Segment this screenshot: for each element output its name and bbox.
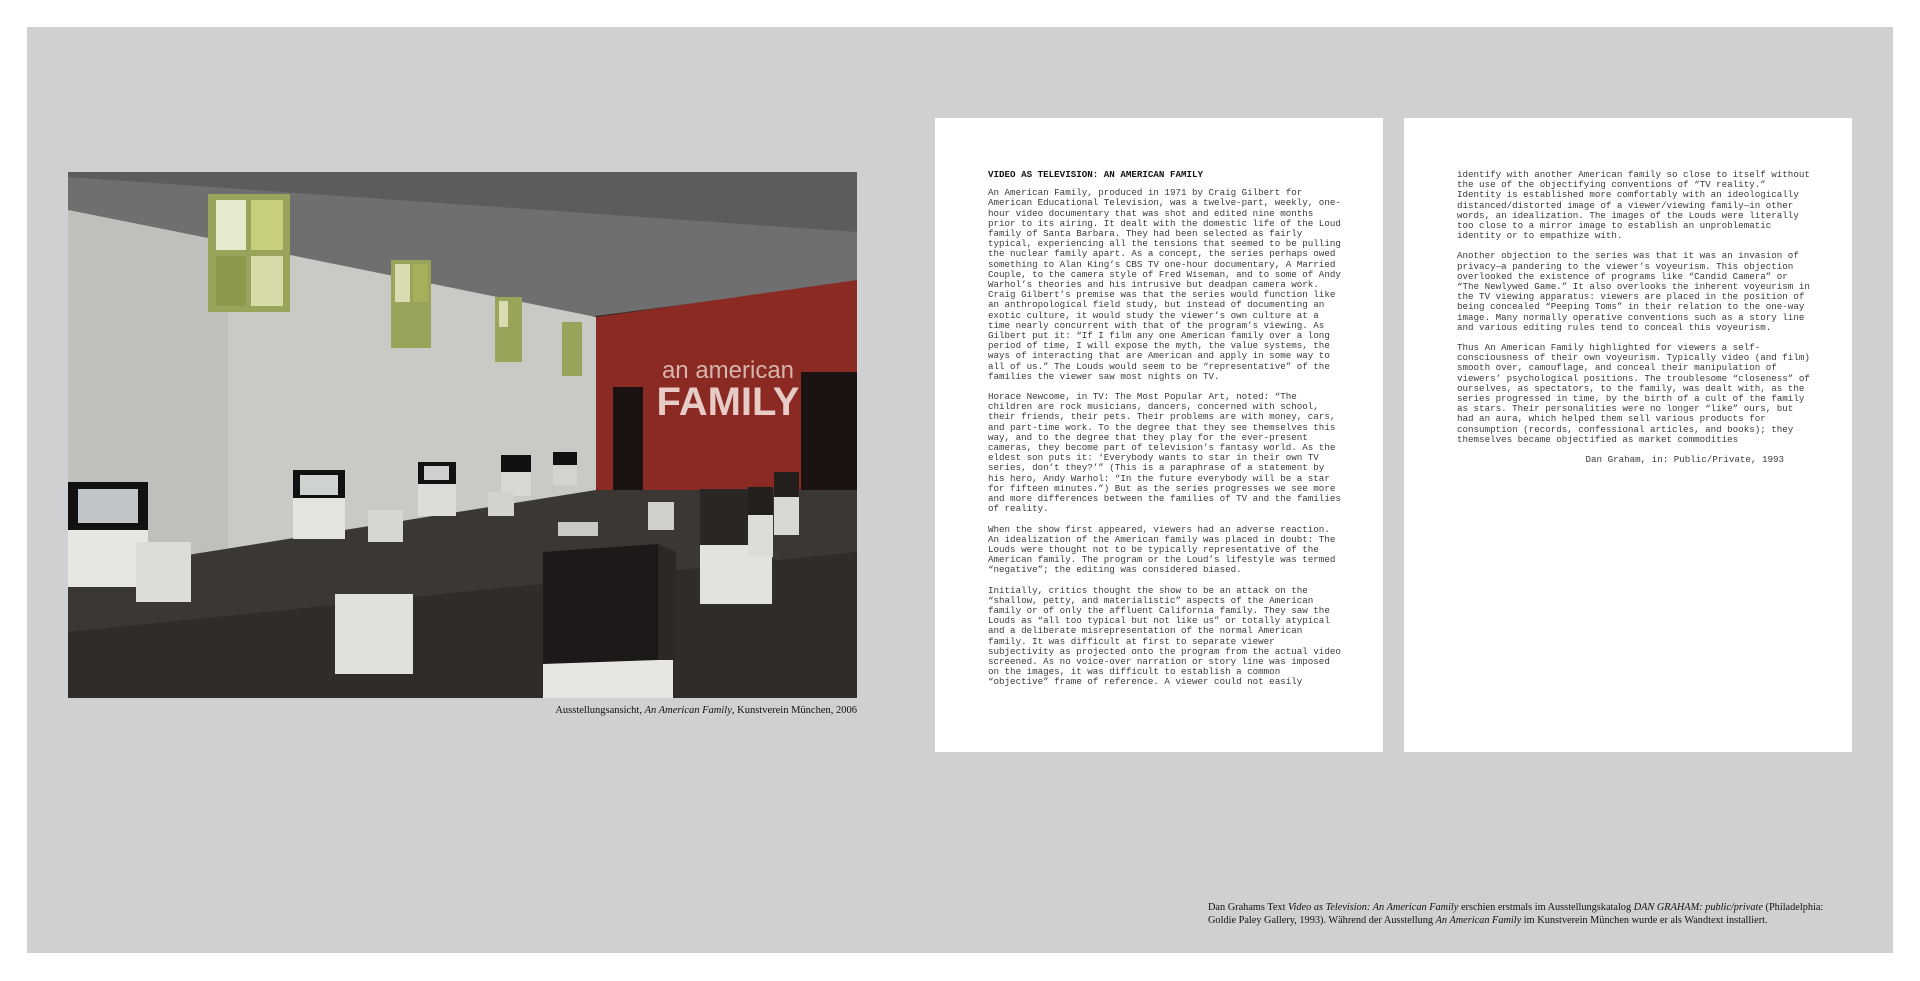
exhibition-photo	[68, 172, 857, 698]
wall-text-line2: FAMILY	[656, 380, 800, 424]
paragraph: An American Family, produced in 1971 by Craig Gilbert for American Educational Television, was a twelve-part, weekly, one-hour video documentary that was shot and edited nine months prior to its airing. It dealt with the domestic life of the Loud family of Santa Barbara. They had been selected as fairly typical, experiencing all the tensions that seemed to be pulling the nuclear family apart. As a concept, the series perhaps owed something to Alan King’s CBS TV one-hour documentary, A Married Couple, to the camera style of Fred Wiseman, and to some of Andy Warhol’s theories and his intrusive but deadpan camera work. Craig Gilbert’s premise was that the series would function like an anthropological field study, but instead of documenting an exotic culture, it would study the viewer’s own culture at a time nearly concurrent with that of the program’s viewing. As Gilbert put it: “If I film any one American family over a long period of time, I will expose the myth, the value systems, the ways of interacting that are American and apply in some way to all of us.” The Louds would seem to be “representative” of the families the viewer saw most nights on TV.	[988, 187, 1341, 382]
footnote-exhibition-title: An American Family	[1435, 915, 1522, 926]
photo-caption	[68, 705, 857, 716]
footnote-text: Dan Grahams Text	[1208, 902, 1289, 913]
footnote	[1208, 901, 1848, 927]
paragraph: Thus An American Family highlighted for viewers a self-consciousness of their own voyeurism. Typically video (and film) smooth over, camouflage, and conceal their manipulation of viewers’ psychological positions. The troublesome “closeness” of ourselves, as spectators, to the family, was dealt with, as the series progressed in time, by the birth of a cult of the family as stars. Their personalities were no longer “like” ours, but had an aura, which helped them sell various products for consumption (records, confessional articles, and books); they themselves became objectified as market commodities	[1457, 342, 1810, 445]
attribution: Dan Graham, in: Public/Private, 1993	[1585, 454, 1784, 466]
photo-caption-title: An American Family	[644, 705, 732, 716]
footnote-text: erschien erstmals im Ausstellungskatalog	[1458, 902, 1634, 913]
text-page-2	[1404, 118, 1852, 752]
photo-caption-suffix: , Kunstverein München, 2006	[731, 705, 857, 716]
footnote-text: (Philadelphia: Goldie Paley Gallery, 1993). Während der Ausstellung	[1208, 902, 1824, 926]
paragraph: Horace Newcome, in TV: The Most Popular Art, noted: “The children are rock musicians, dancers, concerned with school, their friends, their pets. Their problems are with money, cars, and part-time work. To the degree that they see themselves this way, and to the degree that they play for the ever-present cameras, they become part of television’s fantasy world. As the eldest son puts it: ‘Everybody wants to star in their own TV series, don’t they?’” (This is a paraphrase of a statement by his hero, Andy Warhol: “In the future everybody will be a star for fifteen minutes.”) But as the series progresses we see more and more differences between the families of TV and the families of reality.	[988, 391, 1341, 515]
photo-caption-prefix: Ausstellungsansicht,	[555, 705, 645, 716]
exhibition-board	[27, 27, 1893, 953]
paragraph: Another objection to the series was that it was an invasion of privacy—a pandering to the viewer’s voyeurism. This objection overlooked the existence of programs like “Candid Camera” or “The Newlywed Game.” It also overlooks the inherent voyeurism in the TV viewing apparatus: viewers are placed in the position of being concealed “Peeping Toms” in their relation to the one-way image. Many normally operative conventions such as a story line and various editing rules tend to conceal this voyeurism.	[1457, 250, 1810, 333]
paragraph: Initially, critics thought the show to be an attack on the “shallow, petty, and materialistic” aspects of the American family or of only the affluent California family. They saw the Louds as “all too typical but not like us” or totally atypical and a deliberate misrepresentation of the normal American family. It was difficult at first to separate viewer subjectivity as projected onto the program from the actual video screened. As no voice-over narration or story line was imposed on the images, it was difficult to establish a common “objective” frame of reference. A viewer could not easily	[988, 584, 1341, 688]
page-heading: VIDEO AS TELEVISION: AN AMERICAN FAMILY	[988, 169, 1204, 180]
text-page-1	[935, 118, 1383, 752]
footnote-title: Video as Television: An American Family	[1288, 902, 1459, 913]
exhibition-photo-scene	[68, 172, 857, 698]
footnote-catalog-title: DAN GRAHAM: public/private	[1633, 902, 1763, 913]
wall-text-line1: an american	[661, 357, 795, 384]
footnote-text: im Kunstverein München wurde er als Wandtext installiert.	[1521, 915, 1768, 926]
paragraph: identify with another American family so close to itself without the use of the objectifying conventions of “TV reality.” Identity is established more comfortably with an ideologically distanced/distorted image of a viewer/viewing family—in other words, an idealization. The images of the Louds were literally too close to a mirror image to establish an unproblematic identity or to empathize with.	[1457, 169, 1810, 242]
paragraph: When the show first appeared, viewers had an adverse reaction. An idealization of the American family was placed in doubt: The Louds were thought not to be typically representative of the American family. The program or the Loud’s lifestyle was termed “negative”; the editing was considered biased.	[988, 523, 1336, 576]
